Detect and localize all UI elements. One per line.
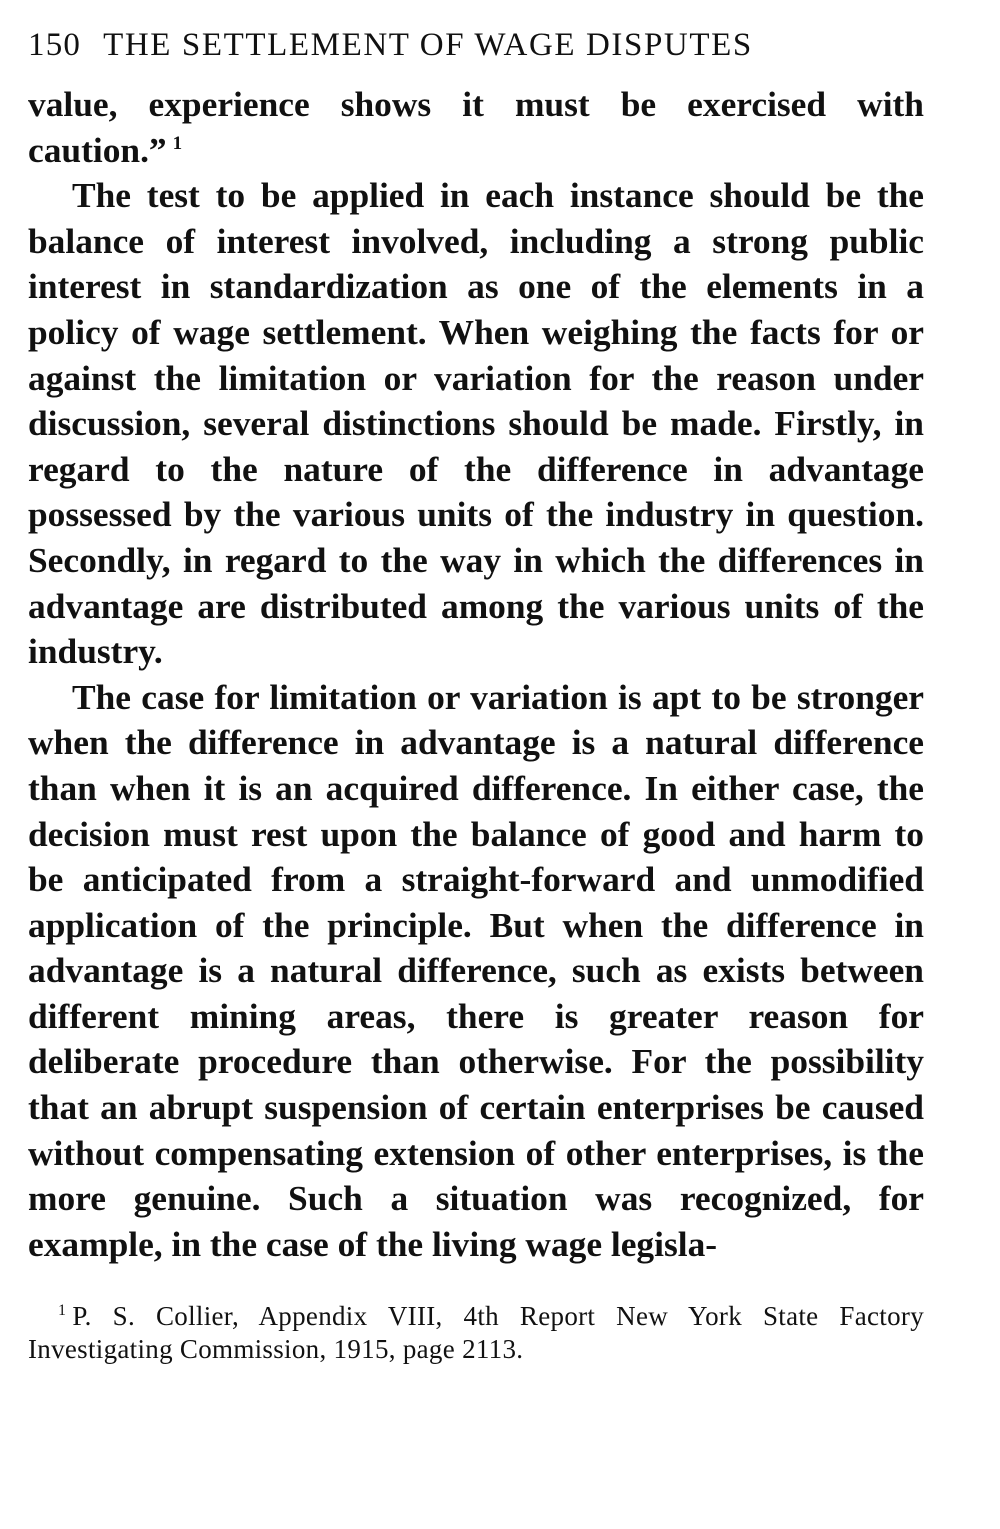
body-text: [28, 82, 924, 1267]
paragraph-1-text: value, experience shows it must be exercised with caution.”: [28, 84, 924, 170]
paragraph-continued: [28, 82, 924, 173]
running-head: [28, 22, 924, 68]
footnote-reference: 1: [172, 132, 183, 154]
paragraph-2: The test to be applied in each instance should be the balance of interest involved, including a strong public interest in standardization as one of the elements in a policy of wage settlement. When weighing the facts for or against the limitation or variation for the reason under discussion, several distinctions should be made. Firstly, in regard to the nature of the difference in advantage possessed by the various units of the industry in question. Secondly, in regard to the way in which the differences in advantage are distributed among the various units of the industry.: [28, 175, 924, 672]
footnote-mark: 1: [58, 1302, 67, 1320]
footnote-text: P. S. Collier, Appendix VIII, 4th Report New York State Factory Investigating Commission, 1915, page 2113.: [28, 1301, 924, 1365]
page-number: 150: [28, 27, 82, 63]
book-page: [28, 22, 924, 1366]
paragraph-3: The case for limitation or variation is apt to be stronger when the difference in advantage is a natural difference than when it is an acquired difference. In either case, the decision must rest upon the balance of good and harm to be anticipated from a straight-forward and unmodified application of the principle. But when the difference in advantage is a natural difference, such as exists between different mining areas, there is greater reason for deliberate procedure than otherwise. For the possibility that an abrupt suspension of certain enterprises be caused without compensating extension of other enterprises, is the more genuine. Such a situation was recognized, for example, in the case of the living wage legisla-: [28, 676, 924, 1264]
running-title: THE SETTLEMENT OF WAGE DISPUTES: [103, 27, 753, 63]
footnote: [28, 1300, 924, 1366]
